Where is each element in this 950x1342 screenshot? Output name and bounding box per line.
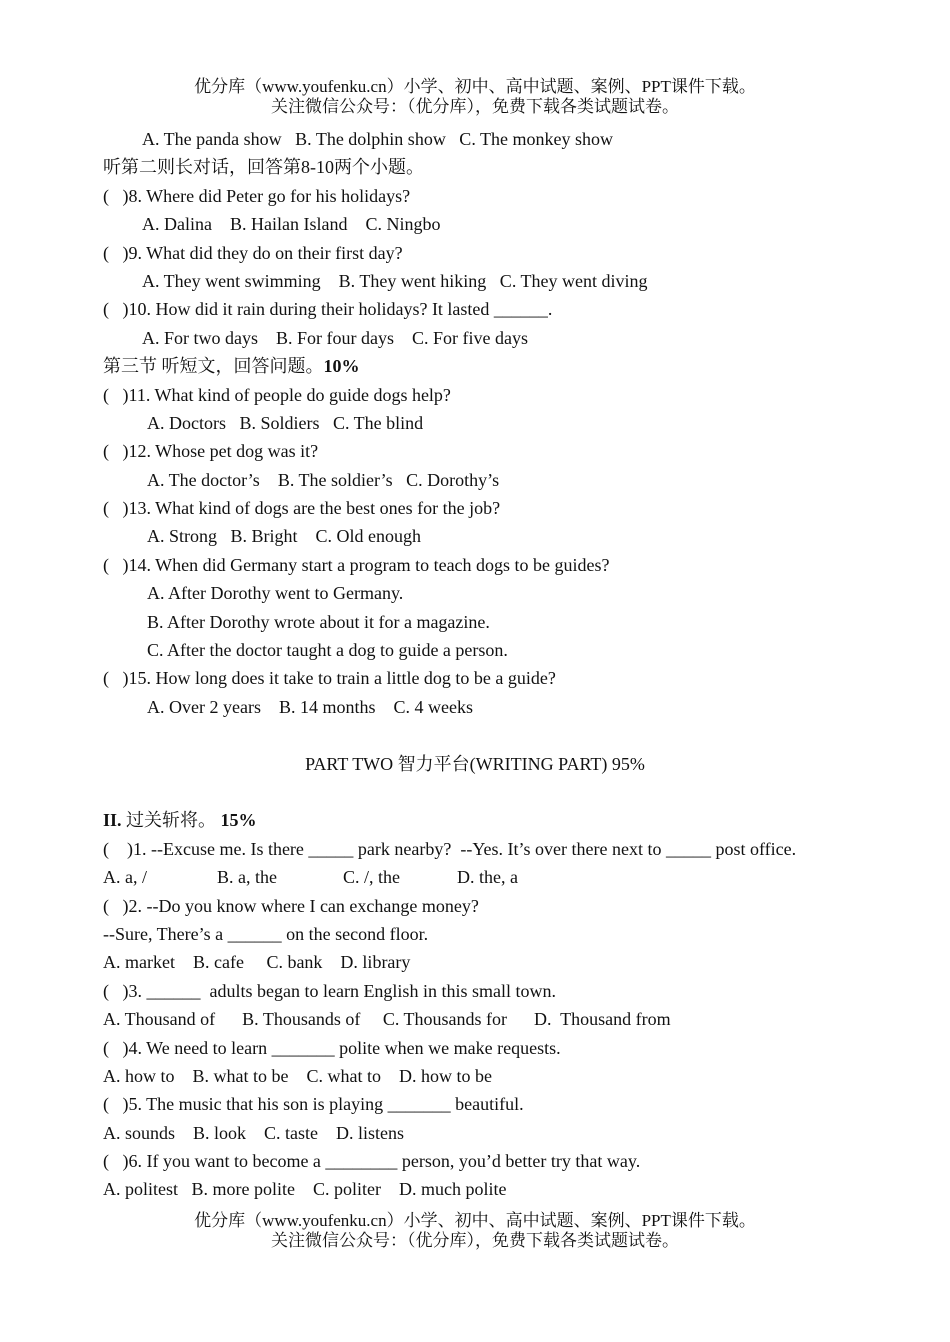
wq1-option-d: D. the, a [457,867,518,888]
blank-line [103,721,903,749]
q10-options: A. For two days B. For four days C. For five days [142,327,528,348]
wq3-options: A. Thousand of B. Thousands of C. Thousands for D. Thousand from [103,1009,671,1030]
question-15: ( )15. How long does it take to train a little dog to be a guide? [103,668,556,689]
writing-question-2: ( )2. --Do you know where I can exchange money? [103,895,479,916]
wq2-answer-line: --Sure, There’s a ______ on the second floor. [103,923,429,944]
q7-options: A. The panda show B. The dolphin show C. The monkey show [142,129,613,149]
wq2-options: A. market B. cafe C. bank D. library [103,952,411,973]
wq6-options: A. politest B. more polite C. politer D. much polite [103,1179,507,1200]
question-10: ( )10. How did it rain during their holidays? It lasted ______. [103,299,553,320]
writing-question-1: ( )1. --Excuse me. Is there _____ park nearby? --Yes. It’s over there next to _____ post office. [103,838,797,859]
header-line-2: 关注微信公众号：（优分库），免费下载各类试题试卷。 [271,97,679,116]
q14-option-a: A. After Dorothy went to Germany. [147,583,404,604]
page-header [0,77,950,117]
exam-content [103,125,903,1204]
writing-question-4: ( )4. We need to learn _______ polite when we make requests. [103,1037,561,1058]
question-12: ( )12. Whose pet dog was it? [103,441,319,462]
blank-line [103,778,903,806]
question-9: ( )9. What did they do on their first day? [103,242,403,263]
q12-options: A. The doctor’s B. The soldier’s C. Dorothy’s [147,469,500,490]
q13-options: A. Strong B. Bright C. Old enough [147,526,422,547]
question-14: ( )14. When did Germany start a program to teach dogs to be guides? [103,554,610,575]
section-heading-3-text: 第三节 听短文，回答问题。 [103,356,324,377]
q15-options: A. Over 2 years B. 14 months C. 4 weeks [147,696,473,717]
section-heading-3 [103,352,903,380]
q11-options: A. Doctors B. Soldiers C. The blind [147,412,424,433]
q14-option-c: C. After the doctor taught a dog to guide a person. [147,640,508,661]
question-13: ( )13. What kind of dogs are the best ones for the job? [103,498,501,519]
question-8: ( )8. Where did Peter go for his holidays? [103,185,411,206]
part-two-title: PART TWO 智力平台(WRITING PART) 95% [305,753,645,774]
writing-question-5: ( )5. The music that his son is playing _______ beautiful. [103,1094,524,1115]
question-11: ( )11. What kind of people do guide dogs help? [103,384,451,405]
writing-question-6: ( )6. If you want to become a ________ person, you’d better try that way. [103,1151,641,1172]
q8-options: A. Dalina B. Hailan Island C. Ningbo [142,214,441,235]
wq1-option-b: B. a, the [217,867,277,888]
section-ii-title: 过关斩将。 [121,810,221,831]
section-ii-number: II. [103,810,122,831]
q14-option-b: B. After Dorothy wrote about it for a magazine. [147,611,490,632]
footer-line-1: 优分库（www.youfenku.cn）小学、初中、高中试题、案例、PPT课件下载。 [194,1211,756,1230]
wq1-option-c: C. /, the [343,867,400,888]
section-ii-score: 15% [220,810,257,831]
page-footer [0,1211,950,1251]
header-line-1: 优分库（www.youfenku.cn）小学、初中、高中试题、案例、PPT课件下载。 [194,77,756,96]
section-heading-3-score: 10% [323,356,360,377]
writing-question-3: ( )3. ______ adults began to learn English in this small town. [103,980,556,1001]
footer-line-2: 关注微信公众号：（优分库），免费下载各类试题试卷。 [271,1231,679,1250]
q9-options: A. They went swimming B. They went hiking C. They went diving [142,270,648,291]
wq1-options [103,863,903,891]
section-instruction-dialogue-2: 听第二则长对话，回答第8-10两个小题。 [103,157,424,178]
wq4-options: A. how to B. what to be C. what to D. how to be [103,1065,492,1086]
wq5-options: A. sounds B. look C. taste D. listens [103,1122,405,1143]
section-ii-heading [103,806,903,834]
wq1-option-a: A. a, / [103,867,147,888]
